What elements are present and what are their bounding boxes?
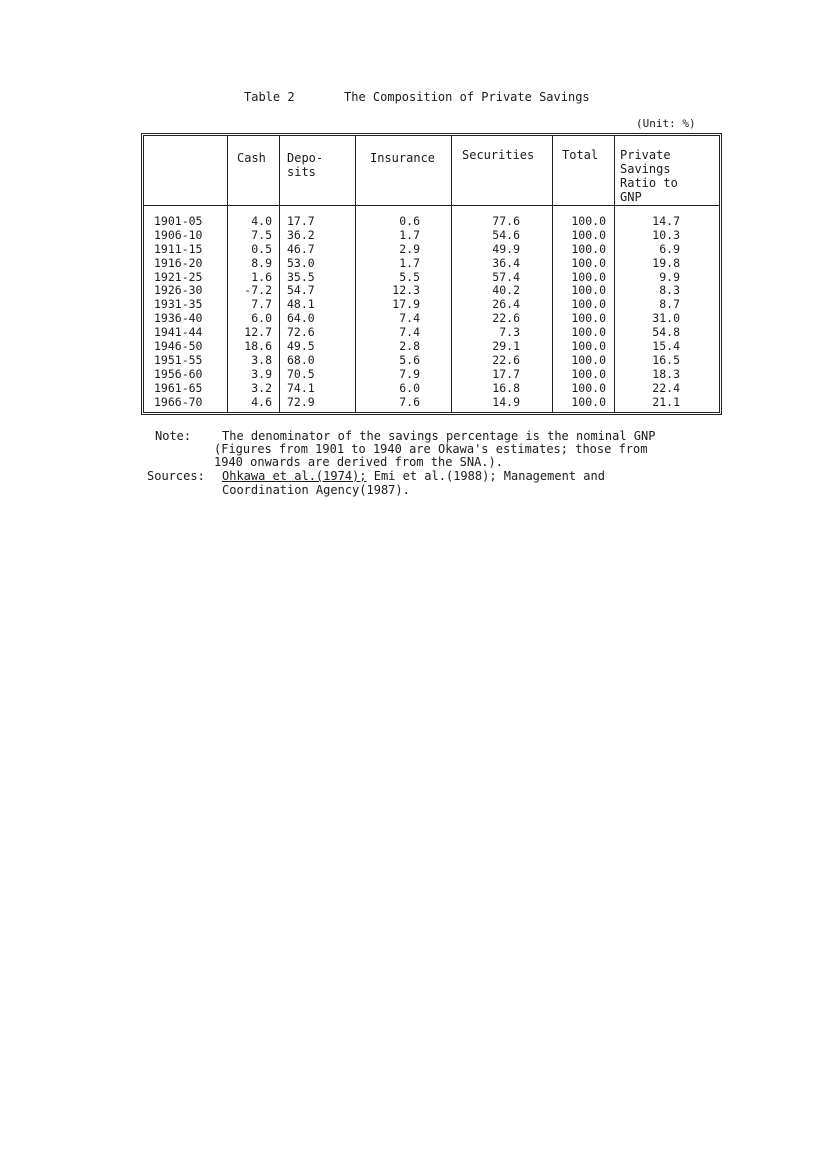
securities-cell: 22.6: [492, 352, 520, 367]
deposits-cell: 53.0: [287, 255, 315, 270]
note-line3: 1940 onwards are derived from the SNA.).: [214, 455, 503, 469]
period-cell: 1961-65: [154, 380, 203, 395]
insurance-column: [384, 215, 420, 409]
period-cell: 1911-15: [154, 241, 203, 256]
cash-cell: 4.6: [251, 394, 272, 409]
cash-cell: 18.6: [244, 339, 272, 354]
total-cell: 100.0: [571, 241, 606, 256]
header-ratio-line4: GNP: [620, 190, 642, 204]
deposits-cell: 35.5: [287, 269, 315, 284]
deposits-cell: 70.5: [287, 366, 315, 381]
sources-line2: Coordination Agency(1987).: [222, 483, 410, 497]
securities-cell: 54.6: [492, 227, 520, 242]
securities-cell: 40.2: [492, 283, 520, 298]
period-cell: 1921-25: [154, 269, 203, 284]
table-label: Table 2: [244, 90, 295, 104]
total-cell: 100.0: [571, 366, 606, 381]
cash-column: [230, 215, 272, 409]
total-cell: 100.0: [571, 339, 606, 354]
deposits-cell: 36.2: [287, 227, 315, 242]
insurance-cell: 17.9: [392, 297, 420, 312]
ratio-cell: 18.3: [652, 366, 680, 381]
ratio-cell: 21.1: [652, 394, 680, 409]
ratio-column: [634, 215, 680, 409]
total-cell: 100.0: [571, 380, 606, 395]
insurance-cell: 7.6: [399, 394, 420, 409]
period-cell: 1916-20: [154, 255, 203, 270]
note-line1: The denominator of the savings percentage is the nominal GNP: [222, 429, 656, 443]
securities-cell: 29.1: [492, 339, 520, 354]
header-ratio-line1: Private: [620, 148, 671, 162]
header-deposits-line2: sits: [287, 165, 316, 179]
cash-cell: 3.9: [251, 366, 272, 381]
period-cell: 1956-60: [154, 366, 203, 381]
column-divider: [355, 136, 356, 412]
note-label: Note:: [155, 429, 192, 443]
savings-table: [141, 133, 722, 415]
sources-label: Sources:: [147, 469, 205, 483]
deposits-cell: 54.7: [287, 283, 315, 298]
period-cell: 1951-55: [154, 352, 203, 367]
cash-cell: 1.6: [251, 269, 272, 284]
total-column: [556, 215, 606, 409]
securities-cell: 7.3: [499, 325, 520, 340]
ratio-cell: 9.9: [659, 269, 680, 284]
total-cell: 100.0: [571, 269, 606, 284]
total-cell: 100.0: [571, 283, 606, 298]
ratio-cell: 31.0: [652, 311, 680, 326]
total-cell: 100.0: [571, 214, 606, 228]
column-divider: [279, 136, 280, 412]
header-insurance: Insurance: [370, 151, 436, 165]
column-divider: [614, 136, 615, 412]
insurance-cell: 7.4: [399, 311, 420, 326]
period-cell: 1926-30: [154, 283, 203, 298]
insurance-cell: 12.3: [392, 283, 420, 298]
cash-cell: 7.5: [251, 227, 272, 242]
securities-cell: 49.9: [492, 241, 520, 256]
ratio-cell: 8.7: [659, 297, 680, 312]
unit-label: (Unit: %): [636, 117, 696, 130]
deposits-cell: 48.1: [287, 297, 315, 312]
period-cell: 1941-44: [154, 325, 203, 340]
cash-cell: 6.0: [251, 311, 272, 326]
deposits-cell: 72.6: [287, 325, 315, 340]
securities-cell: 77.6: [492, 214, 520, 228]
period-cell: 1946-50: [154, 339, 203, 354]
header-cash: Cash: [237, 151, 266, 165]
cash-cell: 4.0: [251, 214, 272, 228]
header-savings-ratio: [620, 148, 678, 204]
insurance-cell: 7.9: [399, 366, 420, 381]
header-separator: [144, 205, 719, 206]
header-securities: Securities: [462, 148, 535, 162]
deposits-cell: 72.9: [287, 394, 315, 409]
insurance-cell: 7.4: [399, 325, 420, 340]
column-divider: [451, 136, 452, 412]
period-cell: 1936-40: [154, 311, 203, 326]
insurance-cell: 5.6: [399, 352, 420, 367]
insurance-cell: 6.0: [399, 380, 420, 395]
period-column: [154, 215, 224, 409]
total-cell: 100.0: [571, 255, 606, 270]
cash-cell: 0.5: [251, 241, 272, 256]
table-caption: [244, 90, 590, 104]
header-ratio-line3: Ratio to: [620, 176, 678, 190]
ratio-cell: 15.4: [652, 339, 680, 354]
cash-cell: 7.7: [251, 297, 272, 312]
securities-cell: 22.6: [492, 311, 520, 326]
total-cell: 100.0: [571, 297, 606, 312]
period-cell: 1966-70: [154, 394, 203, 409]
deposits-cell: 17.7: [287, 214, 315, 228]
insurance-cell: 2.8: [399, 339, 420, 354]
ratio-cell: 22.4: [652, 380, 680, 395]
period-cell: 1901-05: [154, 214, 203, 228]
ratio-cell: 14.7: [652, 214, 680, 228]
securities-cell: 36.4: [492, 255, 520, 270]
cash-cell: -7.2: [244, 283, 272, 298]
deposits-cell: 64.0: [287, 311, 315, 326]
deposits-cell: 68.0: [287, 352, 315, 367]
insurance-cell: 2.9: [399, 241, 420, 256]
cash-cell: 12.7: [244, 325, 272, 340]
ratio-cell: 6.9: [659, 241, 680, 256]
total-cell: 100.0: [571, 352, 606, 367]
period-cell: 1931-35: [154, 297, 203, 312]
insurance-cell: 1.7: [399, 255, 420, 270]
deposits-cell: 74.1: [287, 380, 315, 395]
securities-cell: 16.8: [492, 380, 520, 395]
period-cell: 1906-10: [154, 227, 203, 242]
ratio-cell: 54.8: [652, 325, 680, 340]
insurance-cell: 1.7: [399, 227, 420, 242]
total-cell: 100.0: [571, 394, 606, 409]
deposits-cell: 46.7: [287, 241, 315, 256]
deposits-cell: 49.5: [287, 339, 315, 354]
ratio-cell: 19.8: [652, 255, 680, 270]
header-total: Total: [562, 148, 599, 162]
total-cell: 100.0: [571, 311, 606, 326]
header-deposits-line1: Depo-: [287, 151, 324, 165]
total-cell: 100.0: [571, 227, 606, 242]
cash-cell: 8.9: [251, 255, 272, 270]
column-divider: [552, 136, 553, 412]
securities-cell: 17.7: [492, 366, 520, 381]
sources-underlined-ref: Ohkawa et al.(1974);: [222, 469, 367, 483]
sources-line1: [222, 470, 605, 484]
sources-rest: Emi et al.(1988); Management and: [366, 469, 605, 483]
table-title: The Composition of Private Savings: [344, 90, 590, 104]
note-line2: (Figures from 1901 to 1940 are Okawa's estimates; those from: [214, 442, 648, 456]
securities-cell: 14.9: [492, 394, 520, 409]
cash-cell: 3.2: [251, 380, 272, 395]
column-divider: [227, 136, 228, 412]
total-cell: 100.0: [571, 325, 606, 340]
insurance-cell: 0.6: [399, 214, 420, 228]
ratio-cell: 16.5: [652, 352, 680, 367]
securities-cell: 26.4: [492, 297, 520, 312]
ratio-cell: 8.3: [659, 283, 680, 298]
cash-cell: 3.8: [251, 352, 272, 367]
ratio-cell: 10.3: [652, 227, 680, 242]
securities-cell: 57.4: [492, 269, 520, 284]
header-ratio-line2: Savings: [620, 162, 671, 176]
insurance-cell: 5.5: [399, 269, 420, 284]
securities-column: [484, 215, 520, 409]
deposits-column: [287, 215, 347, 409]
header-deposits: [287, 151, 323, 179]
